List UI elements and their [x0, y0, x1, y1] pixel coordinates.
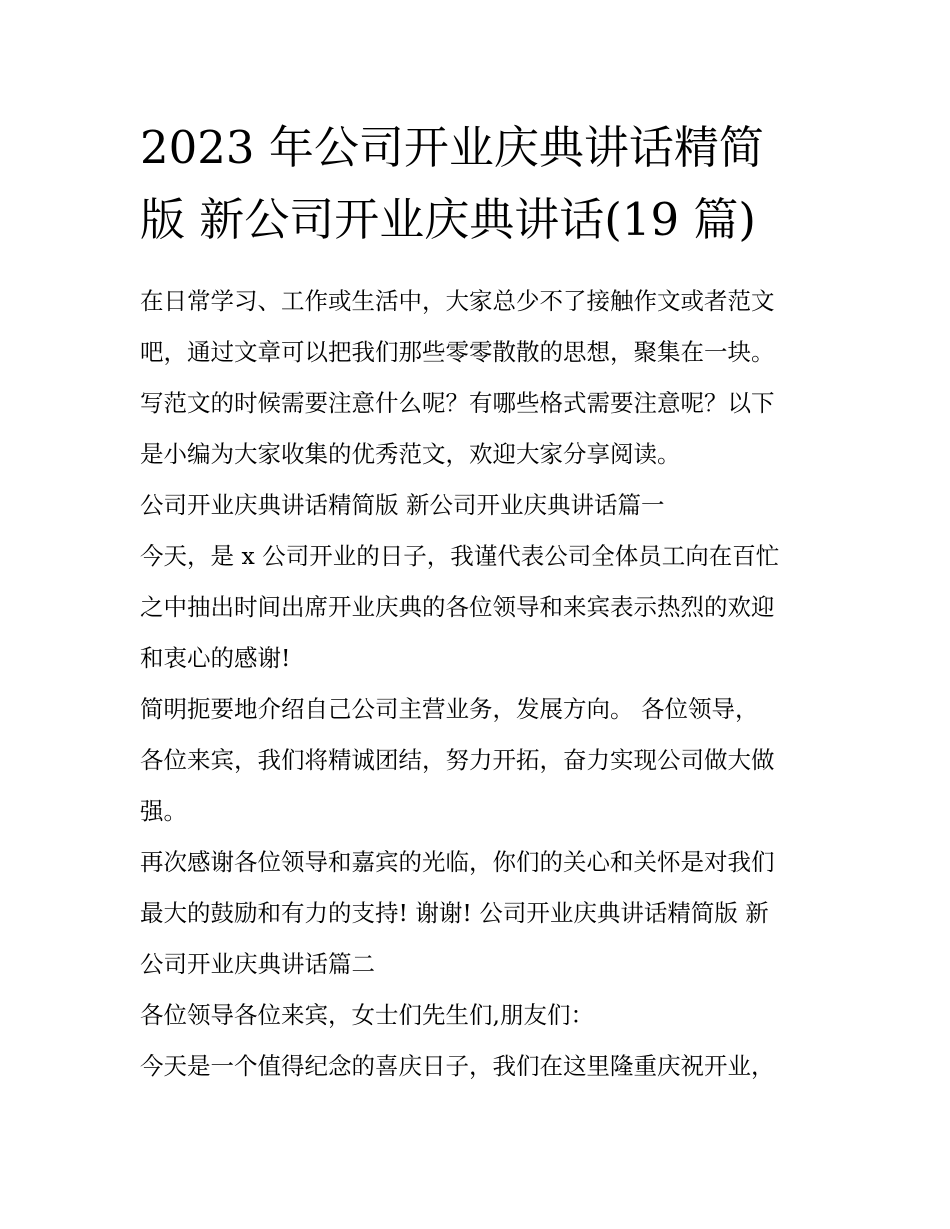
body-line: 写范文的时候需要注意什么呢？有哪些格式需要注意呢？以下 [140, 389, 775, 417]
body-line: 今天，是 x 公司开业的日子，我谨代表公司全体员工向在百忙 [140, 542, 780, 570]
body-line: 强。 [140, 797, 187, 825]
body-line: 吧，通过文章可以把我们那些零零散散的思想，聚集在一块。 [140, 338, 775, 366]
section-heading: 公司开业庆典讲话精简版 新公司开业庆典讲话篇一 [140, 491, 665, 519]
body-line: 和衷心的感谢! [140, 644, 291, 672]
body-line: 之中抽出时间出席开业庆典的各位领导和来宾表示热烈的欢迎 [140, 593, 775, 621]
body-line: 在日常学习、工作或生活中，大家总少不了接触作文或者范文 [140, 287, 775, 315]
body-line: 是小编为大家收集的优秀范文，欢迎大家分享阅读。 [140, 440, 681, 468]
title-line: 2023 年公司开业庆典讲话精简 [140, 121, 764, 174]
body-line: 再次感谢各位领导和嘉宾的光临，你们的关心和关怀是对我们 [140, 848, 775, 876]
body-line: 各位领导各位来宾，女士们先生们,朋友们： [140, 1001, 594, 1029]
document-body [140, 276, 830, 1092]
section-heading: 公司开业庆典讲话篇二 [140, 950, 375, 978]
body-line: 今天是一个值得纪念的喜庆日子，我们在这里隆重庆祝开业， [140, 1052, 775, 1080]
body-line: 各位来宾，我们将精诚团结，努力开拓，奋力实现公司做大做 [140, 746, 775, 774]
document-title [140, 112, 820, 256]
title-line: 版 新公司开业庆典讲话(19 篇) [140, 193, 756, 246]
body-line: 简明扼要地介绍自己公司主营业务，发展方向。 各位领导， [140, 695, 759, 723]
body-line: 最大的鼓励和有力的支持! 谢谢! 公司开业庆典讲话精简版 新 [140, 899, 769, 927]
